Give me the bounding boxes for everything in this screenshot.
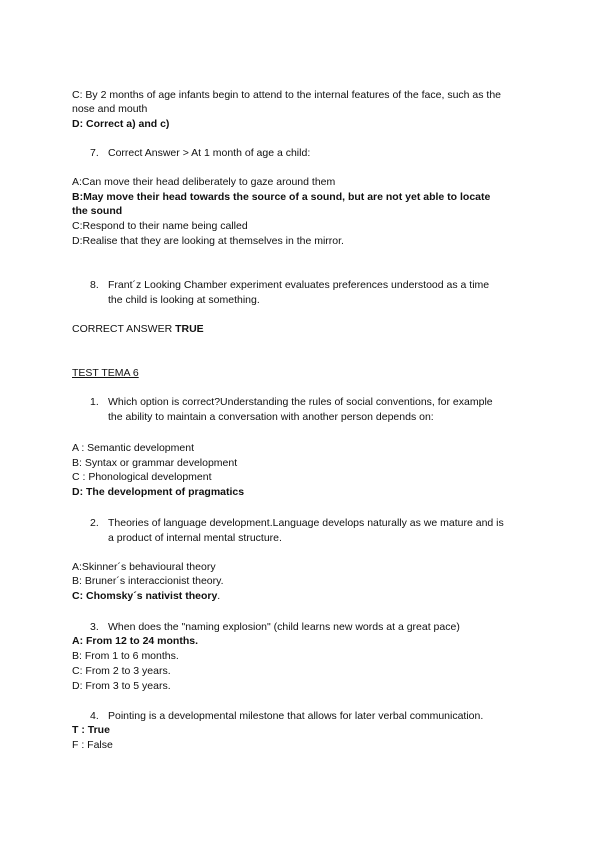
t3-number: 3. bbox=[90, 621, 99, 633]
q8-line2: the child is looking at something. bbox=[108, 294, 260, 306]
t4-option-f: F : False bbox=[72, 739, 113, 751]
option-c-line2: nose and mouth bbox=[72, 103, 148, 115]
t2-option-c-period: . bbox=[217, 590, 221, 602]
q8-line1: Frant´z Looking Chamber experiment evaluates preferences understood as a time bbox=[108, 279, 490, 291]
t3-option-d: D: From 3 to 5 years. bbox=[72, 680, 171, 692]
t1-number: 1. bbox=[90, 396, 99, 408]
q8-answer-label: CORRECT ANSWER bbox=[72, 323, 176, 335]
t3-option-c: C: From 2 to 3 years. bbox=[72, 665, 171, 677]
t2-option-b: B: Bruner´s interaccionist theory. bbox=[72, 575, 224, 587]
q8-number: 8. bbox=[90, 279, 99, 291]
t1-option-c: C : Phonological development bbox=[72, 471, 212, 483]
t2-option-a: A:Skinner´s behavioural theory bbox=[72, 561, 216, 573]
t3-prompt: When does the "naming explosion" (child learns new words at a great pace) bbox=[108, 621, 460, 633]
t1-option-d: D: The development of pragmatics bbox=[72, 486, 245, 498]
q7-option-d: D:Realise that they are looking at themselves in the mirror. bbox=[72, 235, 344, 247]
t2-number: 2. bbox=[90, 517, 99, 529]
t1-option-b: B: Syntax or grammar development bbox=[72, 457, 238, 469]
t1-line1: Which option is correct?Understanding the rules of social conventions, for example bbox=[108, 396, 493, 408]
q7-number: 7. bbox=[90, 147, 99, 159]
t3-option-b: B: From 1 to 6 months. bbox=[72, 650, 179, 662]
t1-option-a: A : Semantic development bbox=[72, 442, 194, 454]
t2-line2: a product of internal mental structure. bbox=[108, 532, 282, 544]
option-c-line1: C: By 2 months of age infants begin to attend to the internal features of the face, such as the bbox=[72, 89, 502, 101]
t2-option-c-text: C: Chomsky´s nativist theory bbox=[72, 590, 218, 602]
section-title: TEST TEMA 6 bbox=[72, 367, 139, 379]
t1-line2: the ability to maintain a conversation with another person depends on: bbox=[108, 411, 434, 423]
t2-line1: Theories of language development.Language develops naturally as we mature and is bbox=[108, 517, 504, 529]
q7-option-b-line2: the sound bbox=[72, 205, 123, 217]
t4-number: 4. bbox=[90, 710, 99, 722]
q8-correct-answer bbox=[72, 322, 204, 336]
q7-prompt: Correct Answer > At 1 month of age a child: bbox=[108, 147, 311, 159]
t3-option-a: A: From 12 to 24 months. bbox=[72, 635, 199, 647]
correct-option-d: D: Correct a) and c) bbox=[72, 118, 170, 130]
q8-answer-value: TRUE bbox=[175, 323, 204, 335]
t2-option-c bbox=[72, 589, 220, 603]
t4-option-t: T : True bbox=[72, 724, 110, 736]
q7-option-c: C:Respond to their name being called bbox=[72, 220, 248, 232]
q7-option-a: A:Can move their head deliberately to gaze around them bbox=[72, 176, 336, 188]
t4-prompt: Pointing is a developmental milestone that allows for later verbal communication. bbox=[108, 710, 484, 722]
q7-option-b-line1: B:May move their head towards the source of a sound, but are not yet able to locate bbox=[72, 191, 491, 203]
